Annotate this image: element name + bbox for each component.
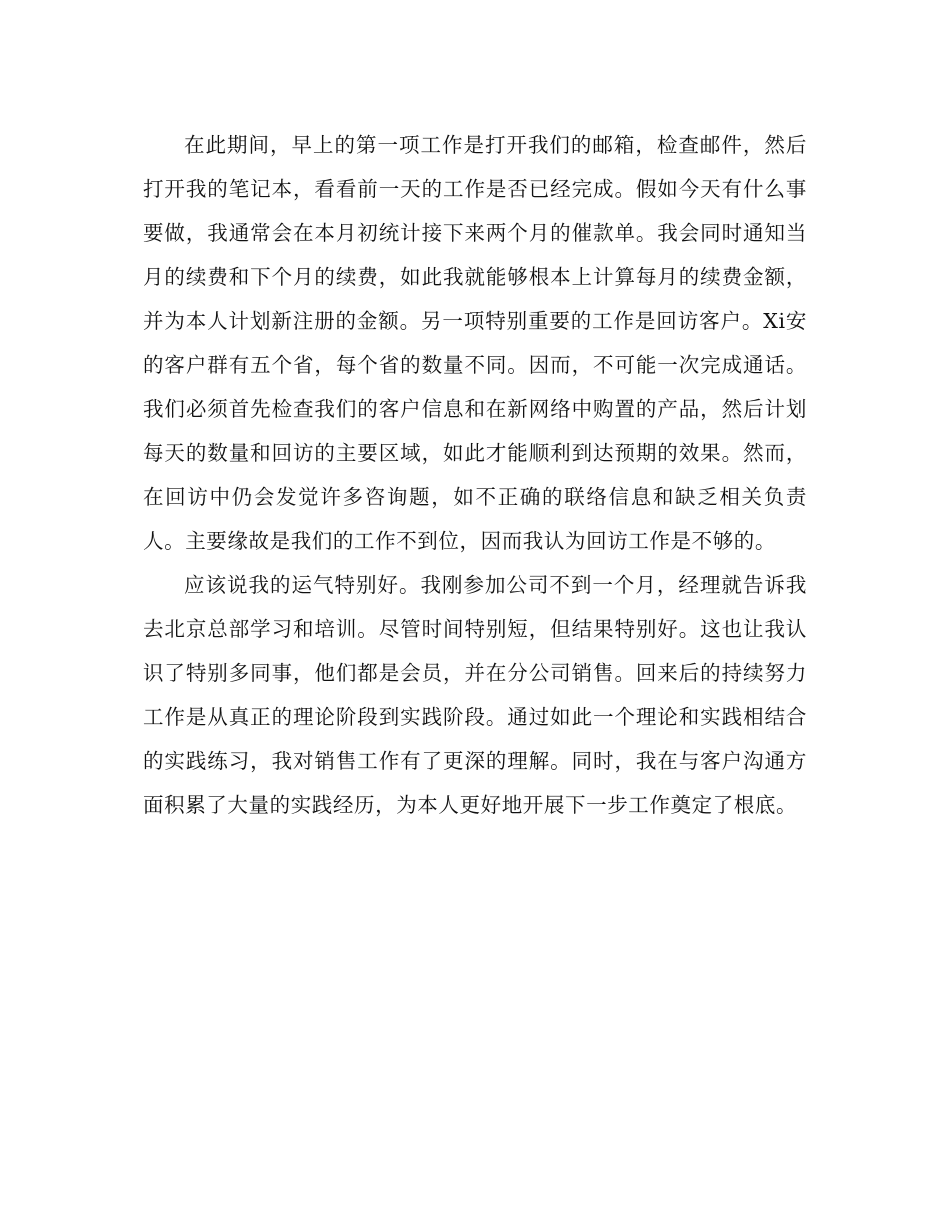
- paragraph-1: 在此期间，早上的第一项工作是打开我们的邮箱，检查邮件，然后打开我的笔记本，看看前一天的工作是否已经完成。假如今天有什么事要做，我通常会在本月初统计接下来两个月的催款单。我会同时通知当月的续费和下个月的续费，如此我就能够根本上计算每月的续费金额，并为本人计划新注册的金额。另一项特别重要的工作是回访客户。Xi安的客户群有五个省，每个省的数量不同。因而，不可能一次完成通话。我们必须首先检查我们的客户信息和在新网络中购置的产品，然后计划每天的数量和回访的主要区域，如此才能顺利到达预期的效果。然而，在回访中仍会发觉许多咨询题，如不正确的联络信息和缺乏相关负责人。主要缘故是我们的工作不到位，因而我认为回访工作是不够的。: [143, 133, 807, 553]
- document-body: [143, 123, 807, 827]
- paragraph-2: 应该说我的运气特别好。我刚参加公司不到一个月，经理就告诉我去北京总部学习和培训。尽管时间特别短，但结果特别好。这也让我认识了特别多同事，他们都是会员，并在分公司销售。回来后的持续努力工作是从真正的理论阶段到实践阶段。通过如此一个理论和实践相结合的实践练习，我对销售工作有了更深的理解。同时，我在与客户沟通方面积累了大量的实践经历，为本人更好地开展下一步工作奠定了根底。: [143, 573, 807, 817]
